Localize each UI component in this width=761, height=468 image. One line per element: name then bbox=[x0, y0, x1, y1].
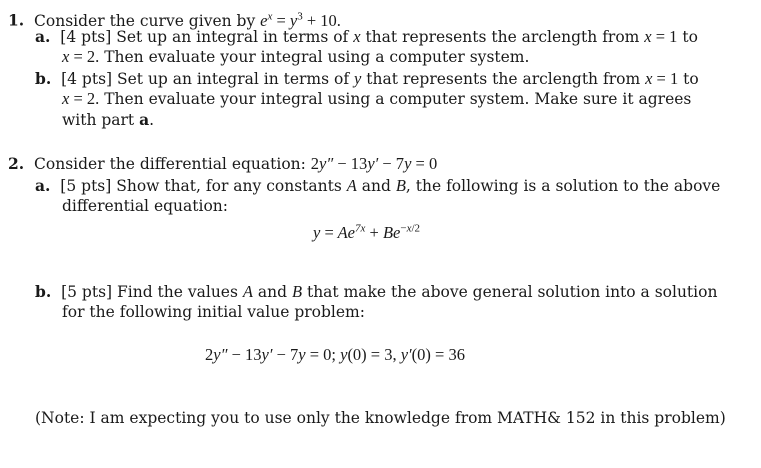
problem-2b-equation: 2y″ − 13y′ − 7y = 0; y(0) = 3, y′(0) = 36 bbox=[205, 345, 465, 364]
problem-2a-line-2: differential equation: bbox=[62, 197, 228, 215]
problem-1b-line-2: x = 2. Then evaluate your integral using a computer system. Make sure it agrees bbox=[62, 89, 692, 108]
problem-1b-line-3: with part a. bbox=[62, 110, 155, 129]
problem-2a-equation: $y = Ae^{7x} + Be^{-x/2}$ bbox=[313, 222, 421, 242]
problem-2-intro: Consider the differential equation: 2y″ − 13y′ − 7y = 0 bbox=[29, 154, 438, 173]
problem-2b-line-2: for the following initial value problem: bbox=[62, 303, 365, 321]
problem-2b-line-1: b. [5 pts] Find the values A and B that make the above general solution into a solution bbox=[35, 282, 718, 301]
problem-1a-line-2: x = 2. Then evaluate your integral using a computer system. bbox=[62, 47, 530, 66]
problem-1b-label: b. bbox=[35, 69, 52, 88]
problem-2b-label: b. bbox=[35, 282, 52, 301]
problem-2-note: (Note: I am expecting you to use only the knowledge from MATH& 152 in this problem) bbox=[35, 409, 726, 427]
problem-2-number: 2. bbox=[8, 154, 25, 173]
problem-2a-label: a. bbox=[35, 176, 51, 195]
problem-1b-line-1: b. [4 pts] Set up an integral in terms of y that represents the arclength from x = 1 to bbox=[35, 69, 699, 88]
problem-1a-label: a. bbox=[35, 27, 51, 46]
problem-2-heading bbox=[8, 154, 437, 174]
problem-1-intro: Consider the curve given by $e^x = y^3 + 10$. bbox=[29, 10, 341, 30]
problem-1-number: 1. bbox=[8, 10, 25, 30]
problem-1a-line-1: a. [4 pts] Set up an integral in terms of x that represents the arclength from x = 1 to bbox=[35, 27, 698, 46]
problem-2a-line-1: a. [5 pts] Show that, for any constants A and B, the following is a solution to the above bbox=[35, 176, 721, 195]
